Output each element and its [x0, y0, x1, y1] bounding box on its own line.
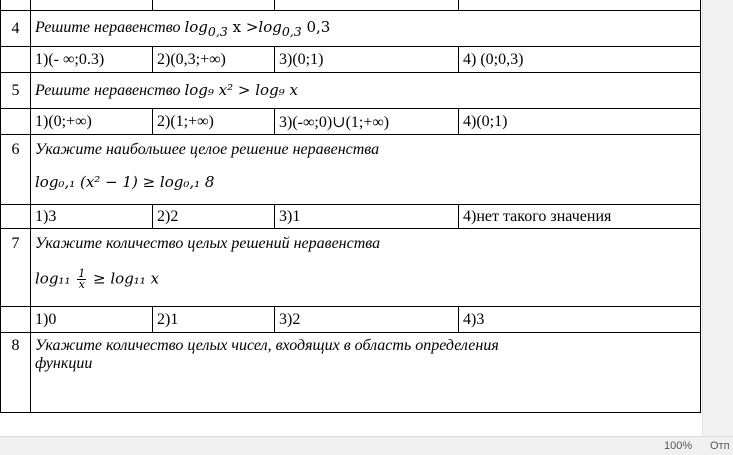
math-expression: log₉ x² > log₉ x [184, 81, 298, 99]
answer-option: 2)1 [153, 307, 275, 333]
answer-option: 4) (0;0,3) [459, 47, 701, 73]
question-number: 5 [1, 73, 31, 109]
table-row [1, 0, 701, 11]
question-row-4 [1, 11, 701, 47]
answer-option: 3)(0;1) [275, 47, 459, 73]
zoom-level[interactable]: 100% [664, 440, 693, 452]
question-cell [31, 73, 701, 109]
answer-row-6 [1, 205, 701, 229]
fraction: $\frac{1}{x}$ [78, 267, 86, 291]
answer-option: 3)2 [275, 307, 459, 333]
question-text: Укажите наибольшее целое решение неравенства [35, 141, 380, 158]
answer-option: 1)3 [31, 205, 153, 229]
math-expression: log₀,₁ (x² − 1) ≥ log₀,₁ 8 [35, 173, 215, 191]
answer-option: 4)(0;1) [459, 109, 701, 135]
answer-row-7 [1, 307, 701, 333]
question-row-8 [1, 333, 701, 413]
answer-option: 2)(0,3;+∞) [153, 47, 275, 73]
question-text: Укажите количество целых решений неравенства [35, 235, 381, 252]
answer-row-4 [1, 47, 701, 73]
answer-option: 2)2 [153, 205, 275, 229]
status-bar [0, 436, 733, 455]
answer-option: 2)(1;+∞) [153, 109, 275, 135]
question-text: Укажите количество целых чисел, входящих в область определения [35, 337, 499, 354]
question-text-continued: функции [35, 355, 93, 372]
answer-option: 3)(-∞;0)∪(1;+∞) [275, 109, 459, 135]
question-number: 4 [1, 11, 31, 47]
math-expression: $\log_{0,3} x >\log_{0,3}$ 0,3 [184, 18, 331, 39]
question-cell [31, 135, 701, 205]
math-expression: log₁₁ $\frac{1}{x}$ ≥ log₁₁ x [35, 267, 160, 291]
answer-option: 4)3 [459, 307, 701, 333]
question-cell [31, 229, 701, 307]
answer-option: 3)1 [275, 205, 459, 229]
question-text: Решите неравенство [35, 82, 181, 99]
question-row-6 [1, 135, 701, 205]
page-margin [702, 0, 733, 436]
answer-option: 4)нет такого значения [459, 205, 701, 229]
question-row-5 [1, 73, 701, 109]
answer-option: 1)(- ∞;0.3) [31, 47, 153, 73]
answer-option: 1)0 [31, 307, 153, 333]
question-number: 7 [1, 229, 31, 307]
status-mode-label[interactable]: Отп [710, 440, 730, 452]
question-cell [31, 333, 701, 413]
question-number: 6 [1, 135, 31, 205]
question-number: 8 [1, 333, 31, 413]
question-row-7 [1, 229, 701, 307]
question-text: Решите неравенство [35, 19, 181, 36]
question-cell [31, 11, 701, 47]
answer-row-5 [1, 109, 701, 135]
answer-option: 1)(0;+∞) [31, 109, 153, 135]
